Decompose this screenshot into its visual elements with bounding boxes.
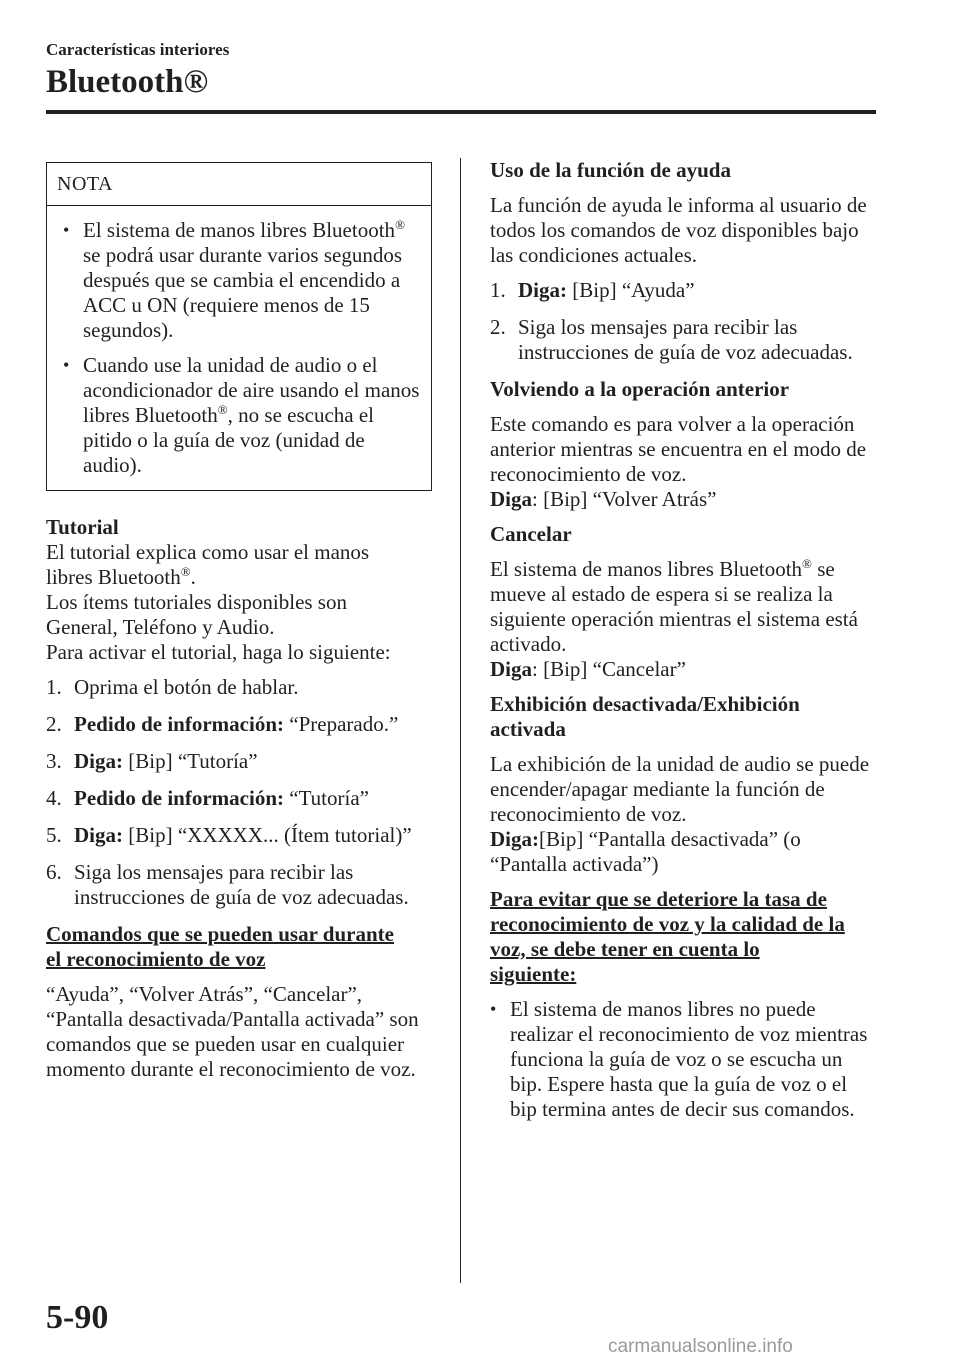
registered-mark: ® (217, 402, 228, 417)
say-label: Diga: (490, 827, 539, 851)
section-label: Características interiores (46, 40, 230, 59)
step-bold: Diga: (518, 278, 567, 302)
display-heading-1: Exhibición desactivada/Exhibición (490, 692, 800, 716)
column-divider (460, 158, 461, 1283)
left-column (46, 162, 432, 1082)
tutorial-line-2-end: . (190, 565, 196, 589)
tutorial-line-2-text: libres Bluetooth (46, 565, 181, 589)
note-label: NOTA (47, 163, 431, 206)
step-text: [Bip] “XXXXX... (Ítem tutorial)” (123, 823, 412, 847)
step-text: [Bip] “Ayuda” (567, 278, 695, 302)
step-number: 3. (46, 749, 62, 773)
tutorial-line-2 (46, 565, 432, 590)
step-text: “Preparado.” (284, 712, 399, 736)
step-bold: Pedido de información: (74, 712, 284, 736)
page-title: Bluetooth® (46, 64, 209, 100)
right-column (490, 158, 876, 1122)
step-number: 4. (46, 786, 62, 810)
tutorial-line-4: General, Teléfono y Audio. (46, 615, 275, 639)
note-bullet-1b: Bluetooth (312, 218, 396, 242)
step-number: 2. (490, 315, 506, 339)
say-text: : [Bip] “Volver Atrás” (532, 487, 717, 511)
tips-heading-3: voz, se debe tener en cuenta lo (490, 937, 760, 961)
step-text: [Bip] “Tutoría” (123, 749, 258, 773)
display-heading-2: activada (490, 717, 566, 741)
registered-mark: ® (802, 556, 812, 571)
cancel-body-a: El sistema de manos libres Bluetooth (490, 557, 803, 581)
page-number: 5-90 (46, 1299, 109, 1336)
step-text: Oprima el botón de hablar. (74, 675, 299, 699)
help-body: La función de ayuda le informa al usuario de todos los comandos de voz disponibles bajo las condiciones actuales. (490, 193, 867, 267)
say-text: : [Bip] “Cancelar” (532, 657, 686, 681)
watermark: carmanualsonline.info (608, 1336, 793, 1357)
cancel-heading: Cancelar (490, 522, 572, 546)
note-box (46, 162, 432, 491)
step-1 (46, 675, 432, 700)
help-step-1 (490, 278, 876, 303)
tips-bullet (490, 997, 876, 1122)
page-header (46, 40, 876, 102)
tips-heading-1: Para evitar que se deteriore la tasa de (490, 887, 827, 911)
help-heading: Uso de la función de ayuda (490, 158, 731, 182)
tips-heading-2: reconocimiento de voz y la calidad de la (490, 912, 845, 936)
note-bullet-2b: , no se escucha el pitido o la guía de voz (unidad de audio). (83, 403, 374, 477)
help-step-2 (490, 315, 876, 365)
step-5 (46, 823, 432, 848)
say-label: Diga (490, 487, 532, 511)
back-body: Este comando es para volver a la operación anterior mientras se encuentra en el modo de reconocimiento de voz. (490, 412, 867, 486)
step-3 (46, 749, 432, 774)
cancel-body-b: se mueve al estado de espera si se realiza la siguiente operación mientras el sistema está activado. (490, 557, 858, 656)
step-2 (46, 712, 432, 737)
note-bullet-1a: El sistema de manos libres (83, 218, 307, 242)
step-bold: Diga: (74, 823, 123, 847)
step-6 (46, 860, 432, 910)
step-text: Siga los mensajes para recibir las instrucciones de guía de voz adecuadas. (518, 315, 853, 364)
step-bold: Pedido de información: (74, 786, 284, 810)
step-number: 5. (46, 823, 62, 847)
say-label: Diga (490, 657, 532, 681)
display-body: La exhibición de la unidad de audio se puede encender/apagar mediante la función de reconocimiento de voz. (490, 752, 870, 826)
step-number: 1. (490, 278, 506, 302)
registered-mark: ® (395, 217, 405, 232)
tutorial-heading: Tutorial (46, 515, 119, 539)
commands-body: “Ayuda”, “Volver Atrás”, “Cancelar”, “Pantalla desactivada/Pantalla activada” son comandos que se pueden usar en cualquier momento durante el reconocimiento de voz. (46, 982, 419, 1081)
commands-heading-1: Comandos que se pueden usar durante (46, 922, 394, 946)
cancel-body (490, 557, 876, 657)
commands-heading-2: el reconocimiento de voz (46, 947, 266, 971)
registered-mark: ® (180, 564, 191, 579)
step-bold: Diga: (74, 749, 123, 773)
say-text: [Bip] “Pantalla desactivada” (o “Pantalla activada”) (490, 827, 801, 876)
tips-heading-4: siguiente: (490, 962, 577, 986)
step-number: 1. (46, 675, 62, 699)
back-heading: Volviendo a la operación anterior (490, 377, 790, 401)
note-bullet (63, 218, 421, 343)
step-number: 6. (46, 860, 62, 884)
tutorial-line-3: Los ítems tutoriales disponibles son (46, 590, 347, 614)
step-text: “Tutoría” (284, 786, 369, 810)
header-rule (46, 110, 876, 114)
tips-bullet-text: El sistema de manos libres no puede realizar el reconocimiento de voz mientras funciona la guía de voz o se escucha un bip. Espere hasta que la guía de voz o el bip termina antes de decir sus comandos. (510, 997, 868, 1121)
note-bullet-1c: se podrá usar durante varios segundos después que se cambia el encendido a ACC u ON (requiere menos de 15 segundos). (83, 243, 402, 342)
note-bullet-2a: Cuando use la unidad de audio o el acondicionador de aire usando el manos libres Bluetooth (83, 353, 420, 427)
note-body (47, 206, 431, 490)
tutorial-line-5: Para activar el tutorial, haga lo siguiente: (46, 640, 391, 664)
note-bullet (63, 353, 421, 478)
tutorial-line-1: El tutorial explica como usar el manos (46, 540, 370, 564)
step-number: 2. (46, 712, 62, 736)
step-4 (46, 786, 432, 811)
step-text: Siga los mensajes para recibir las instrucciones de guía de voz adecuadas. (74, 860, 409, 909)
